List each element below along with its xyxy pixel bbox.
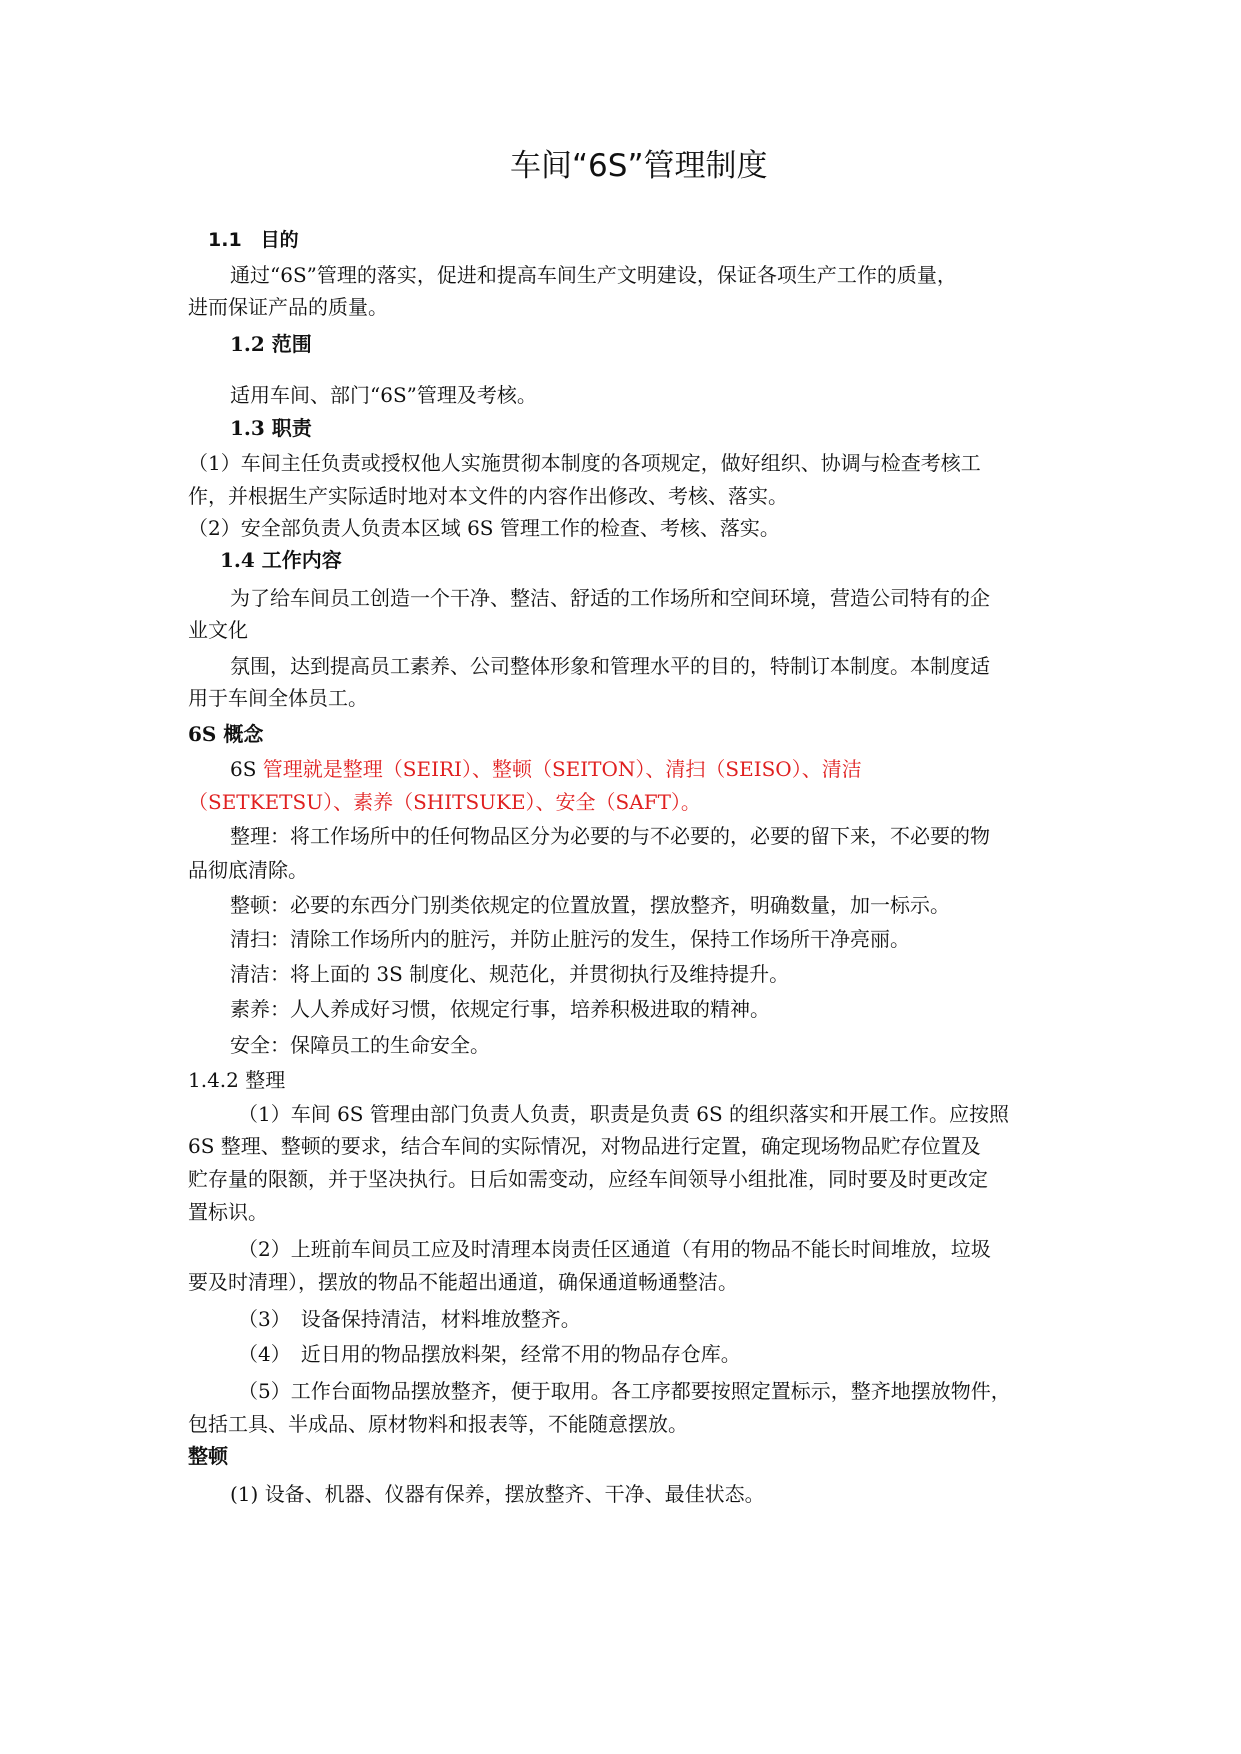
paragraph-line: （1）车间主任负责或授权他人实施贯彻本制度的各项规定，做好组织、协调与检查考核工 <box>188 451 981 475</box>
heading-zhengdun: 整顿 <box>188 1444 228 1468</box>
paragraph-line: 清洁：将上面的 3S 制度化、规范化，并贯彻执行及维持提升。 <box>230 962 790 986</box>
paragraph-line: （2）安全部负责人负责本区域 6S 管理工作的检查、考核、落实。 <box>188 516 780 540</box>
paragraph-line: 氛围，达到提高员工素养、公司整体形象和管理水平的目的，特制订本制度。本制度适 <box>230 654 990 678</box>
paragraph-line: （4） 近日用的物品摆放料架，经常不用的物品存仓库。 <box>238 1342 741 1366</box>
paragraph-line: （2）上班前车间员工应及时清理本岗责任区通道（有用的物品不能长时间堆放，垃圾 <box>238 1237 991 1261</box>
heading-1-4: 1.4 工作内容 <box>220 548 342 572</box>
paragraph-line: 素养：人人养成好习惯，依规定行事，培养积极进取的精神。 <box>230 997 770 1021</box>
concept-intro-prefix: 6S <box>230 757 263 781</box>
paragraph-line: （5）工作台面物品摆放整齐，便于取用。各工序都要按照定置标示，整齐地摆放物件， <box>238 1379 1011 1403</box>
page-title: 车间“6S”管理制度 <box>510 148 768 184</box>
paragraph-line: （1）车间 6S 管理由部门负责人负责，职责是负责 6S 的组织落实和开展工作。应按照 <box>238 1102 1010 1126</box>
heading-1-1: 1.1 目的 <box>208 229 299 251</box>
paragraph-line: 6S 整理、整顿的要求，结合车间的实际情况，对物品进行定置，确定现场物品贮存位置及 <box>188 1134 981 1158</box>
paragraph-line: 清扫：清除工作场所内的脏污，并防止脏污的发生，保持工作场所干净亮丽。 <box>230 927 910 951</box>
heading-1-4-2: 1.4.2 整理 <box>188 1068 286 1092</box>
paragraph-line: 贮存量的限额，并于坚决执行。日后如需变动，应经车间领导小组批准，同时要及时更改定 <box>188 1167 988 1191</box>
heading-1-3: 1.3 职责 <box>230 416 312 440</box>
heading-6s-concept: 6S 概念 <box>188 722 264 746</box>
concept-intro-line-1 <box>230 755 862 783</box>
concept-intro-highlight: 管理就是整理（SEIRI）、整顿（SEITON）、清扫（SEISO）、清洁 <box>262 757 862 781</box>
paragraph-line: 为了给车间员工创造一个干净、整洁、舒适的工作场所和空间环境，营造公司特有的企 <box>230 586 990 610</box>
paragraph-line: 品彻底清除。 <box>188 858 308 882</box>
concept-intro-line-2: （SETKETSU）、素养（SHITSUKE）、安全（SAFT）。 <box>188 790 701 814</box>
paragraph-line: 整理：将工作场所中的任何物品区分为必要的与不必要的，必要的留下来，不必要的物 <box>230 824 990 848</box>
paragraph-line: 用于车间全体员工。 <box>188 686 368 710</box>
paragraph-line: （3） 设备保持清洁，材料堆放整齐。 <box>238 1307 581 1331</box>
paragraph-line: 作，并根据生产实际适时地对本文件的内容作出修改、考核、落实。 <box>188 484 788 508</box>
paragraph-line: 要及时清理），摆放的物品不能超出通道，确保通道畅通整洁。 <box>188 1270 738 1294</box>
paragraph-line: 通过“6S”管理的落实，促进和提高车间生产文明建设，保证各项生产工作的质量， <box>230 263 957 287</box>
paragraph-line: 整顿：必要的东西分门别类依规定的位置放置，摆放整齐，明确数量，加一标示。 <box>230 893 950 917</box>
paragraph-line: 置标识。 <box>188 1200 268 1224</box>
paragraph-line: 业文化 <box>188 618 248 642</box>
paragraph-line: 进而保证产品的质量。 <box>188 295 388 319</box>
paragraph-line: 安全：保障员工的生命安全。 <box>230 1033 490 1057</box>
heading-1-2: 1.2 范围 <box>230 332 312 356</box>
paragraph-line: (1) 设备、机器、仪器有保养，摆放整齐、干净、最佳状态。 <box>230 1482 765 1506</box>
paragraph-line: 包括工具、半成品、原材物料和报表等，不能随意摆放。 <box>188 1412 688 1436</box>
paragraph-line: 适用车间、部门“6S”管理及考核。 <box>230 383 537 407</box>
